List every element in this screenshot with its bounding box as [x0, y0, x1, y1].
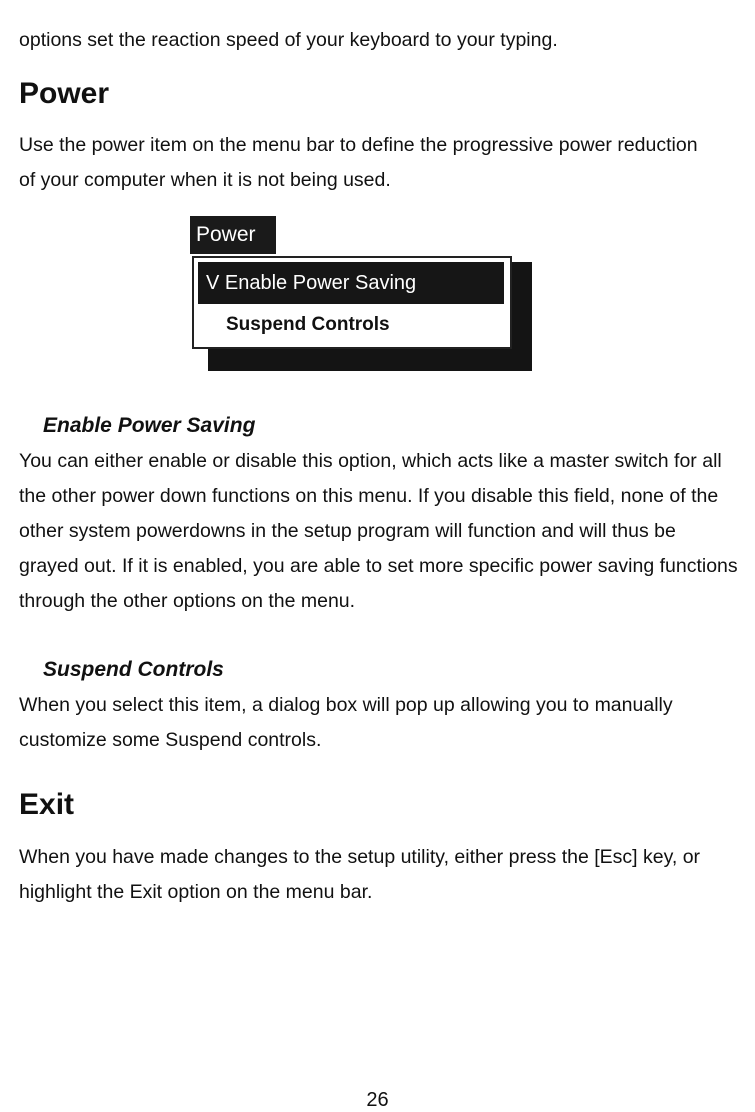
menu-dropdown	[192, 256, 512, 349]
exit-heading: Exit	[19, 788, 75, 821]
enable-power-saving-heading: Enable Power Saving	[43, 414, 256, 437]
enable-power-saving-body: You can either enable or disable this option, which acts like a master switch for all the other power down functions on this menu. If you disable this field, none of the other system powerdowns in the setup program will function and will thus be grayed out. If it is enabled, you are able to set more specific power saving functions through the other options on the menu.	[19, 450, 738, 612]
menu-title: Power	[190, 216, 276, 254]
menu-item-enable-power-saving: V Enable Power Saving	[198, 262, 504, 304]
exit-body: When you have made changes to the setup utility, either press the [Esc] key, or highlight the Exit option on the menu bar.	[19, 846, 701, 903]
menu-item-suspend-controls: Suspend Controls	[226, 314, 390, 335]
power-heading: Power	[19, 77, 110, 110]
suspend-controls-body: When you select this item, a dialog box will pop up allowing you to manually customize some Suspend controls.	[19, 694, 673, 751]
suspend-controls-heading: Suspend Controls	[43, 658, 224, 681]
page-number: 26	[366, 1089, 389, 1111]
power-description: Use the power item on the menu bar to define the progressive power reduction of your computer when it is not being used.	[19, 134, 698, 191]
intro-line: options set the reaction speed of your keyboard to your typing.	[19, 29, 558, 51]
